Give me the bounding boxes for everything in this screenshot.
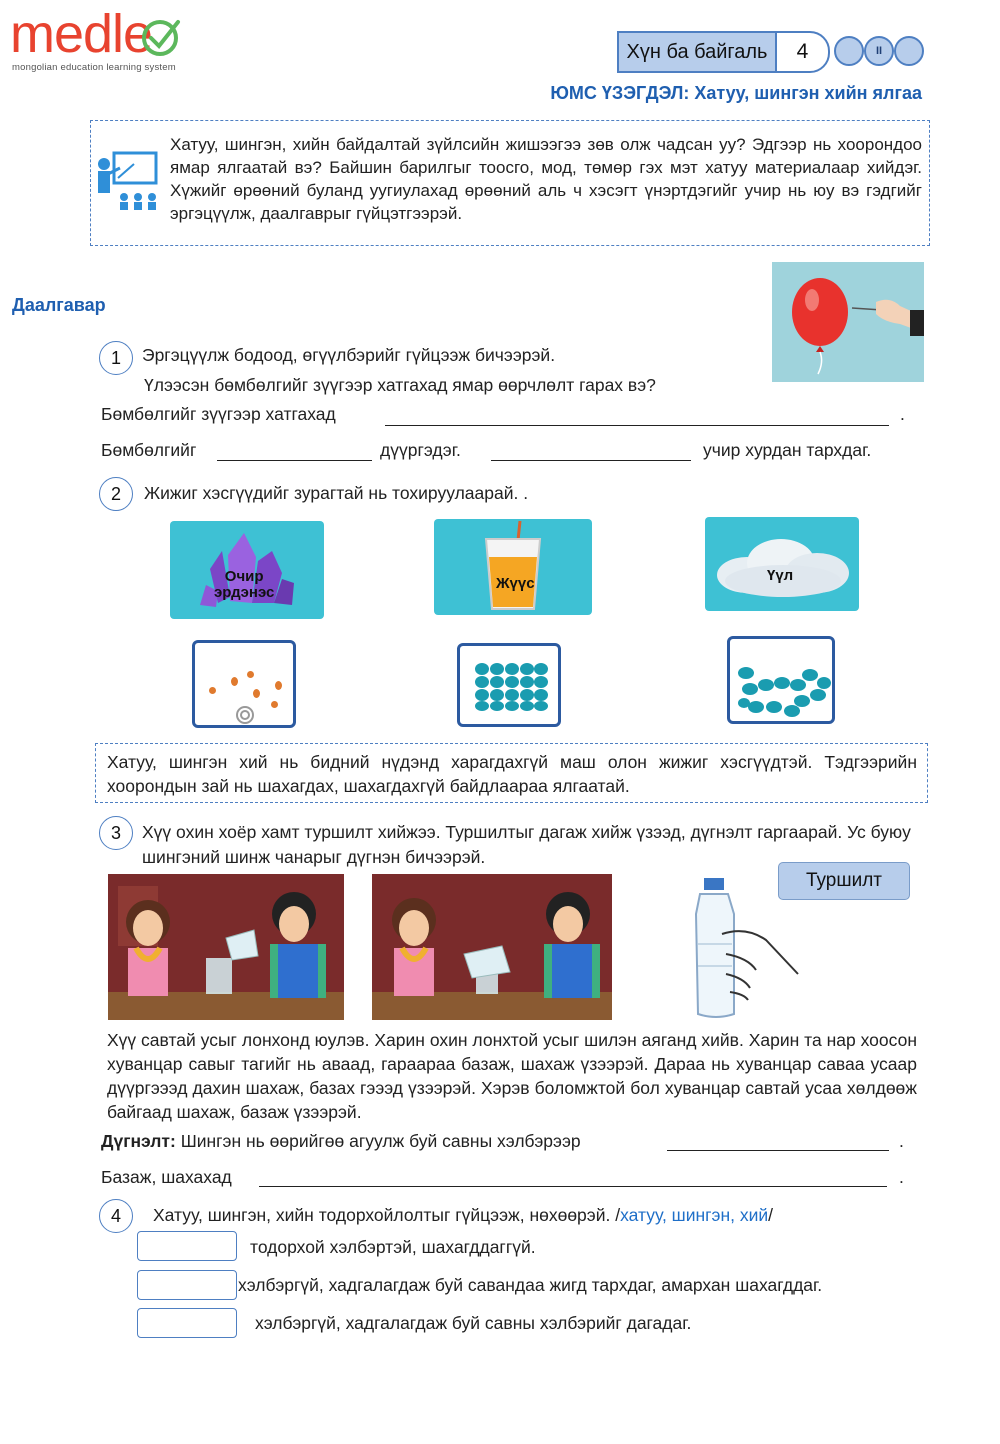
conclusion-text: Шингэн нь өөрийгөө агуулж буй савны хэлбэрээр	[180, 1131, 581, 1151]
cloud-label: Үүл	[767, 567, 794, 584]
cloud-icon	[705, 517, 859, 611]
logo-text: medle	[10, 4, 153, 64]
particle-dot	[253, 689, 260, 698]
medle-logo	[10, 4, 152, 64]
intro-text: Хатуу, шингэн, хийн байдалтай зүйлсийн жишээгээ зөв олж чадсан уу? Эдгээр нь хоорондоо ямар ялгаатай вэ? Байшин барилгыг тоосго, мод, төмөр гэх мэт хатуу материалаар хийдэг. Хүжийг өрөөний буланд уугиулахад өрөөний аль ч хэсэгт үнэртдэгийг учир нь юу вэ гэдгийг эргэцүүлж, даалгаврыг гүйцэтгээрэй.	[170, 135, 922, 223]
task1-answer-line1[interactable]	[385, 425, 889, 426]
task4-row-3: хэлбэргүй, хадгалагдаж буй савны хэлбэрийг дагадаг.	[255, 1313, 692, 1333]
experiment-button[interactable]: Туршилт	[778, 862, 910, 900]
task4-answer-box-3[interactable]	[137, 1308, 237, 1338]
diamond-label	[214, 569, 274, 601]
section-title: Даалгавар	[12, 295, 106, 315]
kids-pouring-image-2	[372, 874, 612, 1020]
task1-line1-label: Бөмбөлгийг зүүгээр хатгахад	[101, 404, 336, 424]
balloon-needle-image	[772, 262, 924, 382]
term-circle-3	[894, 36, 924, 66]
liquid-particles-box[interactable]	[727, 636, 835, 724]
particle-dot	[231, 677, 238, 686]
task4-instruction-end: /	[768, 1205, 774, 1225]
task-number-4: 4	[99, 1199, 133, 1233]
task4-instruction: Хатуу, шингэн, хийн тодорхойлолтыг гүйцээж, нөхөөрэй. /	[153, 1205, 621, 1225]
task3-answer-line2[interactable]	[259, 1186, 887, 1187]
logo-check-icon	[142, 16, 184, 58]
kids-pouring-image-1	[108, 874, 344, 1020]
task4-options: хатуу, шингэн, хий	[620, 1205, 769, 1225]
task4-row-1: тодорхой хэлбэртэй, шахагддаггүй.	[250, 1237, 536, 1257]
solid-particles-box[interactable]	[457, 643, 561, 727]
gas-particles-box[interactable]	[192, 640, 296, 728]
teacher-icon	[94, 150, 162, 216]
task3-line2-end: .	[899, 1167, 904, 1187]
task1-question: Үлээсэн бөмбөлгийг зүүгээр хатгахад ямар өөрчлөлт гарах вэ?	[144, 375, 656, 395]
task4-answer-box-2[interactable]	[137, 1270, 237, 1300]
task3-conclusion-end: .	[899, 1131, 904, 1151]
task2-instruction: Жижиг хэсгүүдийг зурагтай нь тохируулаарай. .	[144, 483, 529, 503]
task1-line2-start: Бөмбөлгийг	[101, 440, 197, 460]
juice-glass-icon	[434, 519, 592, 615]
particle-dot	[271, 701, 278, 708]
task1-line1-end: .	[900, 404, 905, 424]
liquid-particles-icon	[736, 663, 832, 719]
term-circle-2	[864, 36, 894, 66]
topic-title: ЮМС ҮЗЭГДЭЛ: Хатуу, шингэн хийн ялгаа	[550, 83, 922, 103]
diamond-card[interactable]	[170, 521, 324, 619]
conclusion-label: Дүгнэлт:	[101, 1131, 176, 1151]
particle-dot	[247, 671, 254, 678]
task1-answer-line2b[interactable]	[491, 460, 691, 461]
term-circle-1	[834, 36, 864, 66]
task4-row-2: хэлбэргүй, хадгалагдаж буй савандаа жигд тархдаг, амархан шахагддаг.	[238, 1275, 823, 1295]
diamond-label-line2: эрдэнэс	[214, 584, 275, 601]
task1-answer-line2a[interactable]	[217, 460, 372, 461]
particles-note-text: Хатуу, шингэн хий нь бидний нүдэнд харагдахгүй маш олон жижиг хэсгүүдтэй. Тэдгээрийн хоорондын зай нь шахагдах, шахагдахгүй байдлаараа ялгаатай.	[107, 752, 917, 796]
particle-dot	[209, 687, 216, 694]
logo-tagline: mongolian education learning system	[12, 62, 176, 73]
term-label: II	[875, 45, 883, 57]
task-number-2: 2	[99, 477, 133, 511]
bottle-hand-image	[686, 874, 804, 1020]
task3-answer-line1[interactable]	[667, 1150, 889, 1151]
subject-name: Хүн ба байгаль	[619, 33, 777, 71]
task3-line2-label: Базаж, шахахад	[101, 1167, 232, 1187]
solid-particles-icon	[474, 662, 548, 712]
particle-dot	[275, 681, 282, 690]
task-number-3: 3	[99, 816, 133, 850]
juice-card[interactable]	[434, 519, 592, 615]
cloud-card[interactable]	[705, 517, 859, 611]
task-number-1: 1	[99, 341, 133, 375]
task3-conclusion-row	[101, 1131, 581, 1152]
swirl-icon	[233, 703, 257, 727]
subject-badge	[617, 31, 830, 73]
task4-instruction-row	[153, 1205, 773, 1226]
task1-line2-end: учир хурдан тархдаг.	[703, 440, 872, 460]
task1-line2-mid: дүүргэдэг.	[380, 440, 461, 460]
task4-answer-box-1[interactable]	[137, 1231, 237, 1261]
task1-instruction: Эргэцүүлж бодоод, өгүүлбэрийг гүйцээж бичээрэй.	[142, 345, 556, 365]
juice-label: Жүүс	[496, 575, 535, 592]
diamond-label-line1: Очир	[224, 568, 264, 585]
grade-number: 4	[796, 40, 809, 63]
task3-paragraph: Хүү савтай усыг лонхонд юулэв. Харин охин лонхтой усыг шилэн аяганд хийв. Харин та нар хоосон хуванцар савыг тагийг нь аваад, гараараа базаж, шахаж үзээрэй. Дараа нь хуванцар саваа усаар дүүргэээд дахин шахаж, базах гэээд үзээрэй. Хэрэв боломжтой бол хуванцар савтай усаа хөлдөөж байгаад шахаж, базаж үзээрэй.	[107, 1030, 917, 1122]
task3-instruction: Хүү охин хоёр хамт туршилт хийжээ. Туршилтыг дагаж хийж үзээд, дүгнэлт гаргаарай. Ус буюу шингэний шинж чанарыг дүгнэн бичээрэй.	[142, 822, 911, 867]
